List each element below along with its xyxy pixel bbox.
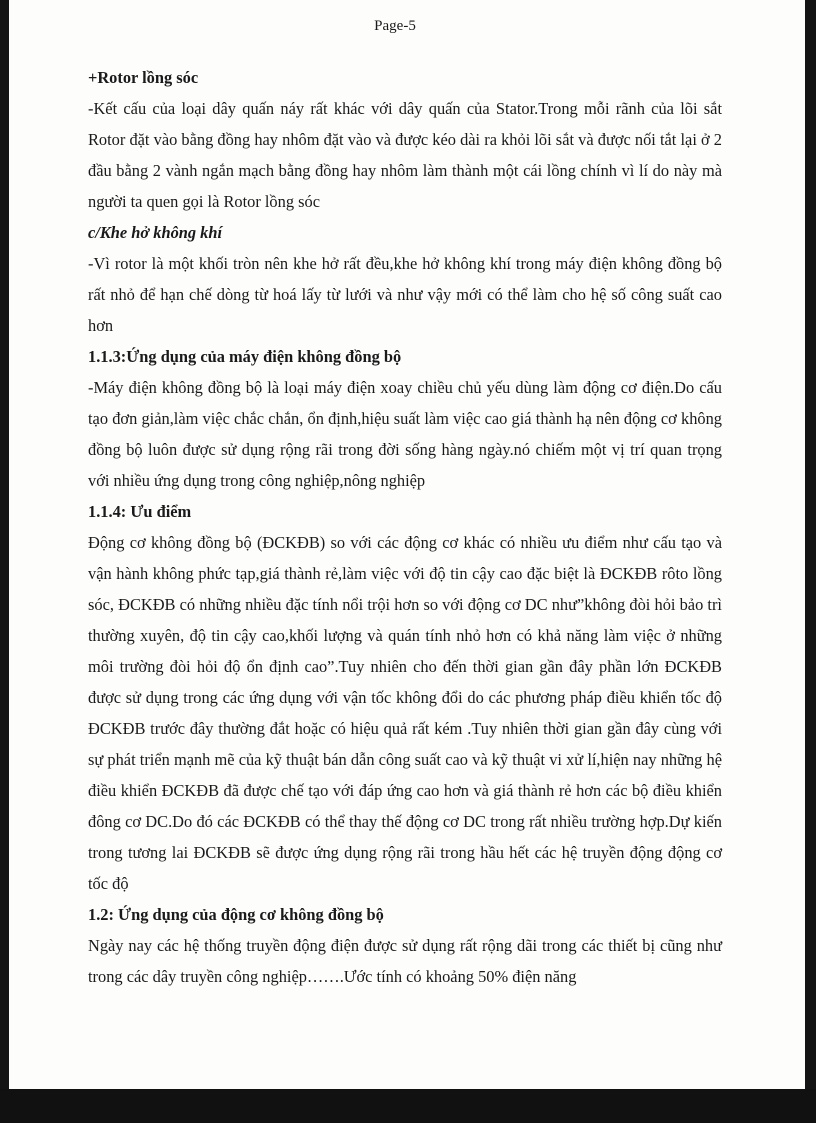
heading-application-1-2: 1.2: Ứng dụng của động cơ không đồng bộ bbox=[88, 905, 384, 924]
paragraph-air-gap: -Vì rotor là một khối tròn nên khe hở rất đều,khe hở không khí trong máy điện không đồng bộ rất nhỏ để hạn chế dòng từ hoá lấy từ lưới và như vậy mới có thể làm cho hệ số công suất cao hơn bbox=[88, 254, 722, 335]
paragraph-application-1-1-3: -Máy điện không đồng bộ là loại máy điện xoay chiều chủ yếu dùng làm động cơ điện.Do cấu tạo đơn giản,làm việc chắc chắn, ổn định,hiệu suất làm việc cao giá thành hạ nên động cơ không đồng bộ luôn được sử dụng rộng rãi trong đời sống hàng ngày.nó chiếm một vị trí quan trọng với nhiều ứng dụng trong công nghiệp,nông nghiệp bbox=[88, 378, 722, 490]
heading-air-gap: c/Khe hở không khí bbox=[88, 223, 223, 242]
heading-application-1-1-3: 1.1.3:Ứng dụng của máy điện không đồng bộ bbox=[88, 347, 402, 366]
scan-edge-right bbox=[805, 0, 816, 1123]
paragraph-rotor: -Kết cấu của loại dây quấn náy rất khác với dây quấn của Stator.Trong mỗi rãnh của lõi sắt Rotor đặt vào bằng đồng hay nhôm đặt vào và được kéo dài ra khỏi lõi sắt và được nối tắt lại ở 2 đầu bằng 2 vành ngắn mạch bằng đồng hay nhôm làm thành một cái lồng chính vì lí do này mà người ta quen gọi là Rotor lồng sóc bbox=[88, 99, 722, 211]
heading-advantages-1-1-4: 1.1.4: Ưu điểm bbox=[88, 502, 192, 521]
scan-edge-bottom bbox=[0, 1089, 816, 1123]
scan-edge-left bbox=[0, 0, 9, 1123]
heading-rotor: +Rotor lồng sóc bbox=[88, 68, 199, 87]
paragraph-application-1-2: Ngày nay các hệ thống truyền động điện được sử dụng rất rộng dãi trong các thiết bị cũng như trong các dây truyền công nghiệp…….Ước tính có khoảng 50% điện năng bbox=[88, 936, 722, 986]
document-body bbox=[88, 62, 722, 992]
paragraph-advantages-1-1-4: Động cơ không đồng bộ (ĐCKĐB) so với các động cơ khác có nhiều ưu điểm như cấu tạo và vận hành không phức tạp,giá thành rẻ,làm việc với độ tin cậy cao đặc biệt là ĐCKĐB rôto lồng sóc, ĐCKĐB có những nhiều đặc tính nổi trội hơn so với động cơ DC như”không đòi hỏi bảo trì thường xuyên, độ tin cậy cao,khối lượng và quán tính nhỏ hơn có khả năng làm việc ở những môi trường đòi hỏi độ ổn định cao”.Tuy nhiên cho đến thời gian gần đây phần lớn ĐCKĐB được sử dụng trong các ứng dụng với vận tốc không đổi do các phương pháp điều khiển tốc độ ĐCKĐB trước đây thường đắt hoặc có hiệu quả rất kém .Tuy nhiên thời gian gần đây cùng với sự phát triển mạnh mẽ của kỹ thuật bán dẫn công suất cao và kỹ thuật vi xử lí,hiện nay những hệ điều khiển ĐCKĐB đã được chế tạo với đáp ứng cao hơn và giá thành rẻ hơn các bộ điều khiển đông cơ DC.Do đó các ĐCKĐB có thể thay thế động cơ DC trong rất nhiều trường hợp.Dự kiến trong tương lai ĐCKĐB sẽ được ứng dụng rộng rãi trong hầu hết các hệ truyền động động cơ tốc độ bbox=[88, 533, 722, 893]
page-number: Page-5 bbox=[374, 18, 416, 34]
